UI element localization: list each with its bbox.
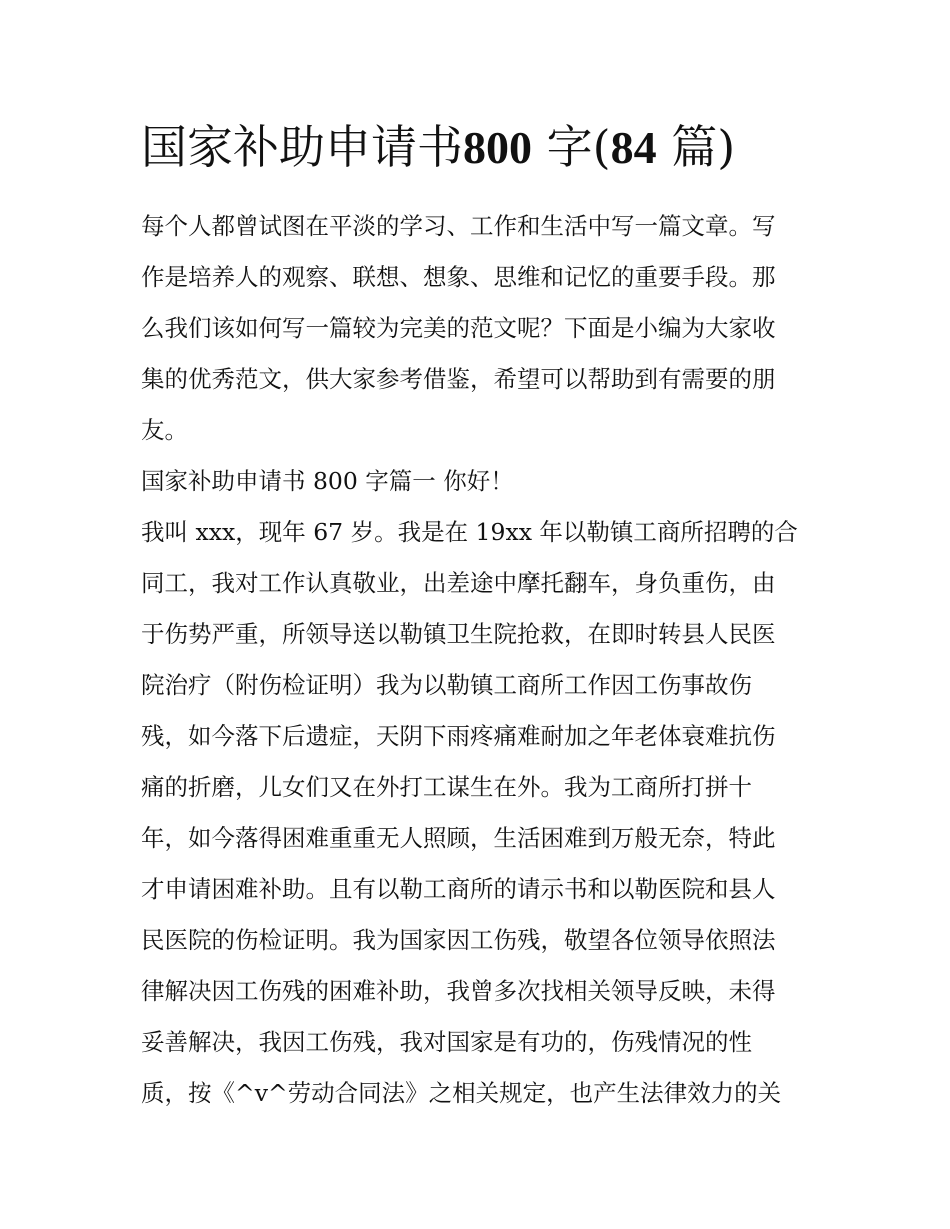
- body-line-intro-1: 每个人都曾试图在平淡的学习、工作和生活中写一篇文章。写: [141, 212, 776, 240]
- title-word-count: 800: [463, 122, 532, 173]
- body-line: 质，按《^v^劳动合同法》之相关规定，也产生法律效力的关: [141, 1079, 782, 1107]
- section-heading-1: 国家补助申请书 800 字篇一 你好！: [141, 467, 514, 495]
- body-line-intro-2: 作是培养人的观察、联想、想象、思维和记忆的重要手段。那: [141, 263, 776, 291]
- body-line: 才申请困难补助。且有以勒工商所的请示书和以勒医院和县人: [141, 875, 776, 903]
- body-line: 律解决因工伤残的困难补助，我曾多次找相关领导反映，未得: [141, 977, 776, 1005]
- body-line: 年，如今落得困难重重无人照顾，生活困难到万般无奈，特此: [141, 824, 776, 852]
- title-article-count: 84: [610, 122, 657, 173]
- body-line: 同工，我对工作认真敬业，出差途中摩托翻车，身负重伤，由: [141, 569, 776, 597]
- body-line: 我叫 xxx，现年 67 岁。我是在 19xx 年以勒镇工商所招聘的合: [141, 518, 798, 546]
- body-line: 妥善解决，我因工伤残，我对国家是有功的，伤残情况的性: [141, 1028, 752, 1056]
- body-line: 民医院的伤检证明。我为国家因工伤残，敬望各位领导依照法: [141, 926, 776, 954]
- title-text-1: 国家补助申请书: [141, 120, 463, 174]
- body-line-intro-4: 集的优秀范文，供大家参考借鉴，希望可以帮助到有需要的朋: [141, 365, 776, 393]
- document-body: [141, 201, 813, 1119]
- body-line: 痛的折磨，儿女们又在外打工谋生在外。我为工商所打拼十: [141, 773, 752, 801]
- title-text-3: 篇): [656, 120, 736, 174]
- body-line-intro-5: 友。: [141, 416, 188, 444]
- title-text-2: 字(: [532, 120, 611, 174]
- document-title: [141, 112, 841, 183]
- body-line: 于伤势严重，所领导送以勒镇卫生院抢救，在即时转县人民医: [141, 620, 776, 648]
- body-line-intro-3: 么我们该如何写一篇较为完美的范文呢？下面是小编为大家收: [141, 314, 776, 342]
- body-line: 院治疗（附伤检证明）我为以勒镇工商所工作因工伤事故伤: [141, 671, 752, 699]
- body-line: 残，如今落下后遗症，天阴下雨疼痛难耐加之年老体衰难抗伤: [141, 722, 776, 750]
